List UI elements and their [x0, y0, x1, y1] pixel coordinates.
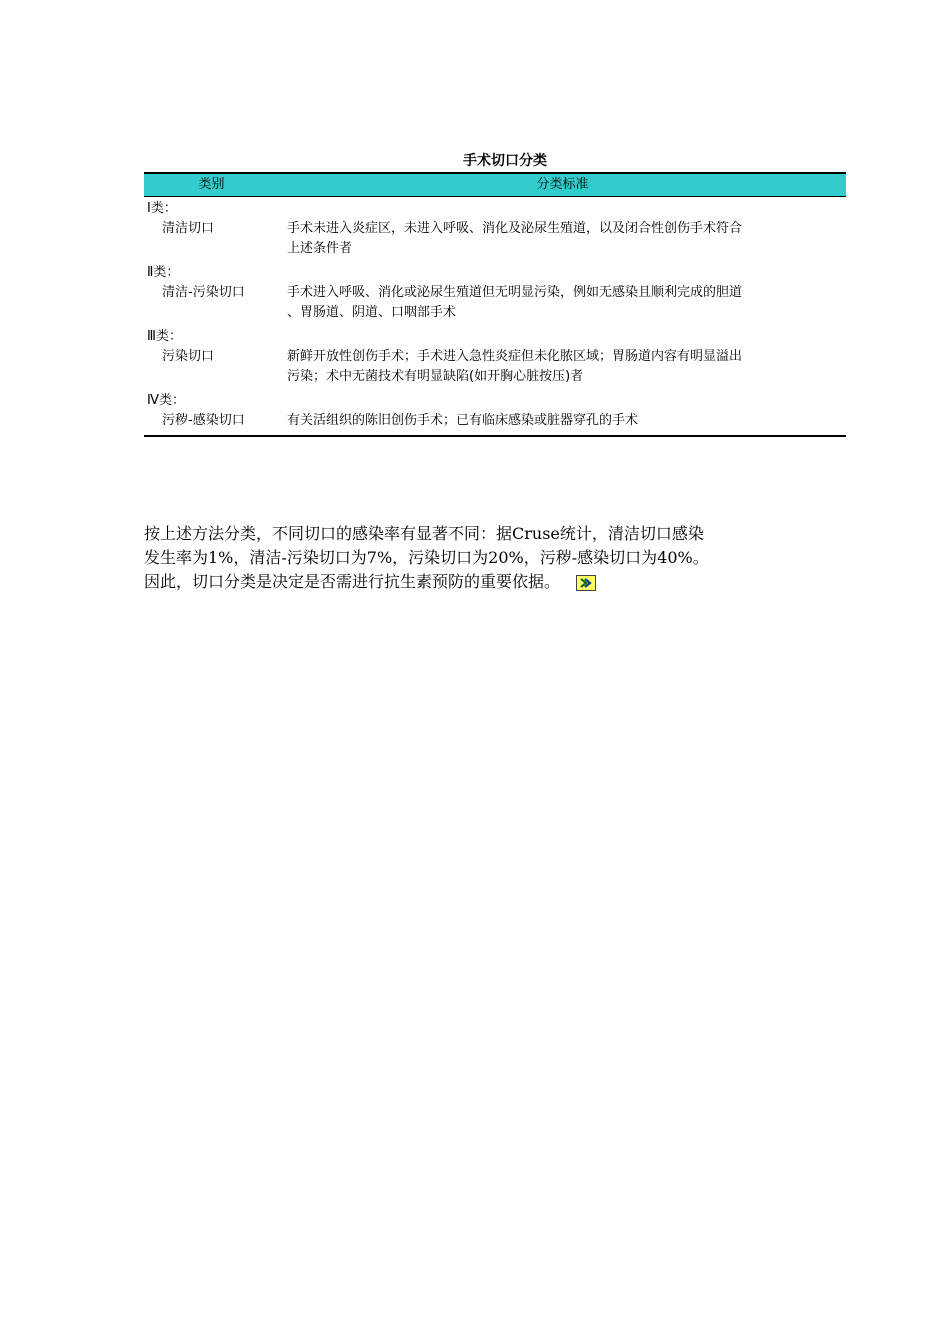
criteria-line: 有关活组织的陈旧创伤手术；已有临床感染或脏器穿孔的手术 — [287, 413, 639, 428]
criteria-cell — [287, 347, 846, 387]
group-3 — [144, 327, 846, 387]
criteria-line: 、胃肠道、阴道、口咽部手术 — [287, 305, 457, 320]
category-cell: 清洁-污染切口 — [162, 285, 245, 300]
group-2 — [144, 263, 846, 323]
paragraph-line: 按上述方法分类，不同切口的感染率有显著不同：据Cruse统计，清洁切口感染 — [144, 524, 704, 543]
table-title: 手术切口分类 — [463, 153, 547, 169]
criteria-cell — [287, 283, 846, 323]
group-label: Ⅱ类： — [147, 265, 180, 280]
paragraph-line: 发生率为1%，清洁-污染切口为7%，污染切口为20%，污秽-感染切口为40%。 — [144, 548, 709, 567]
criteria-line: 上述条件者 — [287, 241, 353, 256]
group-1 — [144, 199, 846, 259]
criteria-line: 新鲜开放性创伤手术；手术进入急性炎症但未化脓区域；胃肠道内容有明显溢出 — [287, 349, 743, 364]
paragraph-line-text: 因此，切口分类是决定是否需进行抗生素预防的重要依据。 — [144, 572, 561, 591]
table-row — [144, 347, 846, 387]
criteria-cell — [287, 219, 846, 259]
table-row — [144, 283, 846, 323]
criteria-line: 污染；术中无菌技术有明显缺陷(如开胸心脏按压)者 — [287, 369, 584, 384]
category-cell: 清洁切口 — [162, 221, 215, 236]
category-cell: 污秽-感染切口 — [162, 413, 245, 428]
group-label: Ⅰ类： — [147, 201, 177, 216]
group-label: Ⅲ类： — [147, 329, 182, 344]
note-icon[interactable] — [576, 575, 596, 591]
group-4 — [144, 391, 846, 431]
criteria-cell — [287, 411, 846, 431]
group-label: Ⅳ类： — [147, 393, 185, 408]
table-header — [144, 172, 846, 197]
header-category: 类别 — [198, 177, 225, 192]
table-row — [144, 219, 846, 259]
table-bottom-rule — [144, 435, 846, 437]
classification-table — [144, 150, 846, 437]
paragraph-line — [144, 570, 824, 594]
header-criteria: 分类标准 — [536, 177, 589, 192]
table-row — [144, 411, 846, 431]
category-cell: 污染切口 — [162, 349, 215, 364]
criteria-line: 手术进入呼吸、消化或泌尿生殖道但无明显污染，例如无感染且顺利完成的胆道 — [287, 285, 743, 300]
body-paragraph — [144, 522, 824, 594]
criteria-line: 手术未进入炎症区，未进入呼吸、消化及泌尿生殖道，以及闭合性创伤手术符合 — [287, 221, 743, 236]
